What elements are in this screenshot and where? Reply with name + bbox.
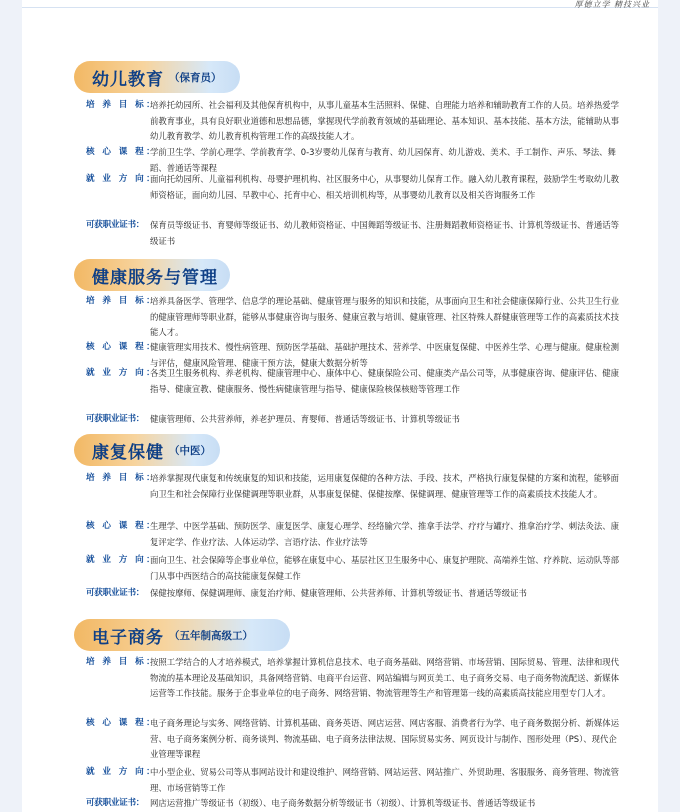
row-text: 电子商务理论与实务、网络营销、计算机基础、商务英语、网店运营、网店客服、消费者行为学、电子商务数据分析、新媒体运营、电子商务案例分析、商务谈判、物流基础、电子商务法律法规、国际贸易实务、网页设计与制作、图形处理（PS）、现代企业管理等课程 [150, 718, 619, 760]
info-row-certificates [86, 218, 622, 249]
row-text: 培养掌握现代康复和传统康复的知识和技能，运用康复保健的各种方法、手段、技术，严格执行康复保健的方案和流程，能够面向卫生和社会保障行业保健调理等职业群，从事康复保健、保健按摩、保健调理、健康管理等工作的高素质技术技能人才。 [150, 473, 619, 499]
row-label: 可获职业证书： [86, 220, 145, 230]
section-title: 电子商务 [92, 627, 164, 648]
row-text: 生理学、中医学基础、预防医学、康复医学、康复心理学、经络腧穴学、推拿手法学、疗疗与罐疗、推拿治疗学、刺法灸法、康复评定学、作业疗法、人体运动学、言语疗法、作业疗法等 [150, 521, 619, 547]
row-label: 就 业 方 向： [86, 174, 158, 184]
row-text: 面向托幼园所、儿童福利机构、母婴护理机构、社区服务中心，从事婴幼儿保育工作。融入幼儿教育课程，鼓励学生考取幼儿教师资格证，面向幼儿园、早教中心、托育中心、相关培训机构等，从事婴幼儿教育以及相关咨询服务工作 [150, 174, 619, 200]
section-title: 幼儿教育 [92, 69, 164, 90]
row-text: 网店运营推广等级证书（初级）、电子商务数据分析等级证书（初级）、计算机等级证书、普通话等级证书 [150, 798, 536, 808]
section-title-pill [74, 434, 220, 466]
info-row-certificates [86, 796, 622, 812]
row-label: 核 心 课 程： [86, 718, 158, 728]
row-text: 各类卫生服务机构、养老机构、健康管理中心、康体中心、健康保险公司、健康类产品公司等，从事健康咨询、健康评估、健康指导、健康宣教、健康服务、慢性病健康管理与指导、健康保险核保核赔等管理工作 [150, 368, 619, 394]
row-text: 健康管理实用技术、慢性病管理、预防医学基础、基础护理技术、营养学、中医康复保健、中医养生学、心理与健康。健康检测与评估，健康风险管理、健康干预方法，健康大数据分析等 [150, 342, 619, 368]
row-label: 核 心 课 程： [86, 147, 158, 157]
row-text: 中小型企业、贸易公司等从事网站设计和建设维护、网络营销、网站运营、网站推广、外贸助理、客服服务、商务管理、物流管理、市场营销等工作 [150, 767, 619, 793]
info-row-certificates [86, 586, 622, 602]
row-label: 核 心 课 程： [86, 342, 158, 352]
row-text: 保健按摩师、保健调理师、康复治疗师、健康管理师、公共营养师、计算机等级证书、普通话等级证书 [150, 588, 527, 598]
row-label: 可获职业证书： [86, 414, 145, 424]
info-row-career-direction [86, 366, 622, 397]
section-title-pill [74, 61, 240, 93]
section-title-pill [74, 619, 290, 651]
row-text: 学前卫生学、学前心理学、学前教育学、0-3岁婴幼儿保育与教育、幼儿园保育、幼儿游戏、美术、手工制作、声乐、琴法、舞蹈、普通话等课程 [150, 147, 616, 173]
section-title: 健康服务与管理 [92, 267, 218, 288]
brochure-page [22, 0, 658, 812]
info-row-training-goal [86, 98, 622, 145]
info-row-core-courses [86, 519, 622, 550]
info-row-training-goal [86, 471, 622, 502]
row-label: 可获职业证书： [86, 588, 145, 598]
row-label: 就 业 方 向： [86, 767, 158, 777]
info-row-career-direction [86, 172, 622, 203]
info-row-training-goal [86, 655, 622, 702]
row-label: 培 养 目 标： [86, 100, 158, 110]
row-text: 面向卫生、社会保障等企事业单位，能够在康复中心、基层社区卫生服务中心、康复护理院、高端养生馆、疗养院、运动队等部门从事中西医结合的高技能康复保健工作 [150, 555, 619, 581]
row-label: 核 心 课 程： [86, 521, 158, 531]
row-label: 培 养 目 标： [86, 473, 158, 483]
row-label: 就 业 方 向： [86, 368, 158, 378]
section-subtitle: （五年制高级工） [169, 629, 253, 642]
section-subtitle: （中医） [169, 444, 211, 457]
info-row-career-direction [86, 553, 622, 584]
info-row-career-direction [86, 765, 622, 796]
row-text: 培养具备医学、管理学、信息学的理论基础、健康管理与服务的知识和技能，从事面向卫生和社会健康保障行业、公共卫生行业的健康管理师等职业群，能够从事健康咨询与服务、健康宣教与培训、健康管理、社区特殊人群健康管理等工作的高素质技术技能人才。 [150, 296, 619, 338]
info-row-core-courses [86, 716, 622, 763]
row-text: 按照工学结合的人才培养模式，培养掌握计算机信息技术、电子商务基础、网络营销、市场营销、国际贸易、管理、法律和现代物流的基本理论及基础知识，具备网络营销、电商平台运营、网站编辑与网页美工、电子商务交易、电子商务物流配送、新媒体运营等工作技能。服务于企事业单位的电子商务、网络营销、物流管理等生产和管理第一线的高素质高技能应用型专门人才。 [150, 657, 619, 699]
row-text: 培养托幼园所、社会福利及其他保育机构中，从事儿童基本生活照料、保健、自理能力培养和辅助教育工作的人员。培养热爱学前教育事业，具有良好职业道德和思想品德，掌握现代学前教育领域的基础理论、基本知识、基本技能、基本方法，能辅助从事幼儿教育教学、幼儿教育机构管理工作的高级技能人才。 [150, 100, 619, 142]
row-text: 保育员等级证书、育婴师等级证书、幼儿教师资格证、中国舞蹈等级证书、注册舞蹈教师资格证书、计算机等级证书、普通话等级证书 [150, 220, 619, 246]
section-title-pill [74, 259, 230, 291]
row-label: 培 养 目 标： [86, 296, 158, 306]
section-subtitle: （保育员） [169, 71, 222, 84]
row-text: 健康管理师、公共营养师，养老护理员、育婴师、普通话等级证书、计算机等级证书 [150, 414, 460, 424]
row-label: 可获职业证书： [86, 798, 145, 808]
section-title: 康复保健 [92, 442, 164, 463]
school-motto: 厚德立学 精技兴业 [574, 0, 650, 9]
info-row-training-goal [86, 294, 622, 341]
row-label: 就 业 方 向： [86, 555, 158, 565]
info-row-certificates [86, 412, 622, 428]
row-label: 培 养 目 标： [86, 657, 158, 667]
top-rule [22, 7, 658, 8]
